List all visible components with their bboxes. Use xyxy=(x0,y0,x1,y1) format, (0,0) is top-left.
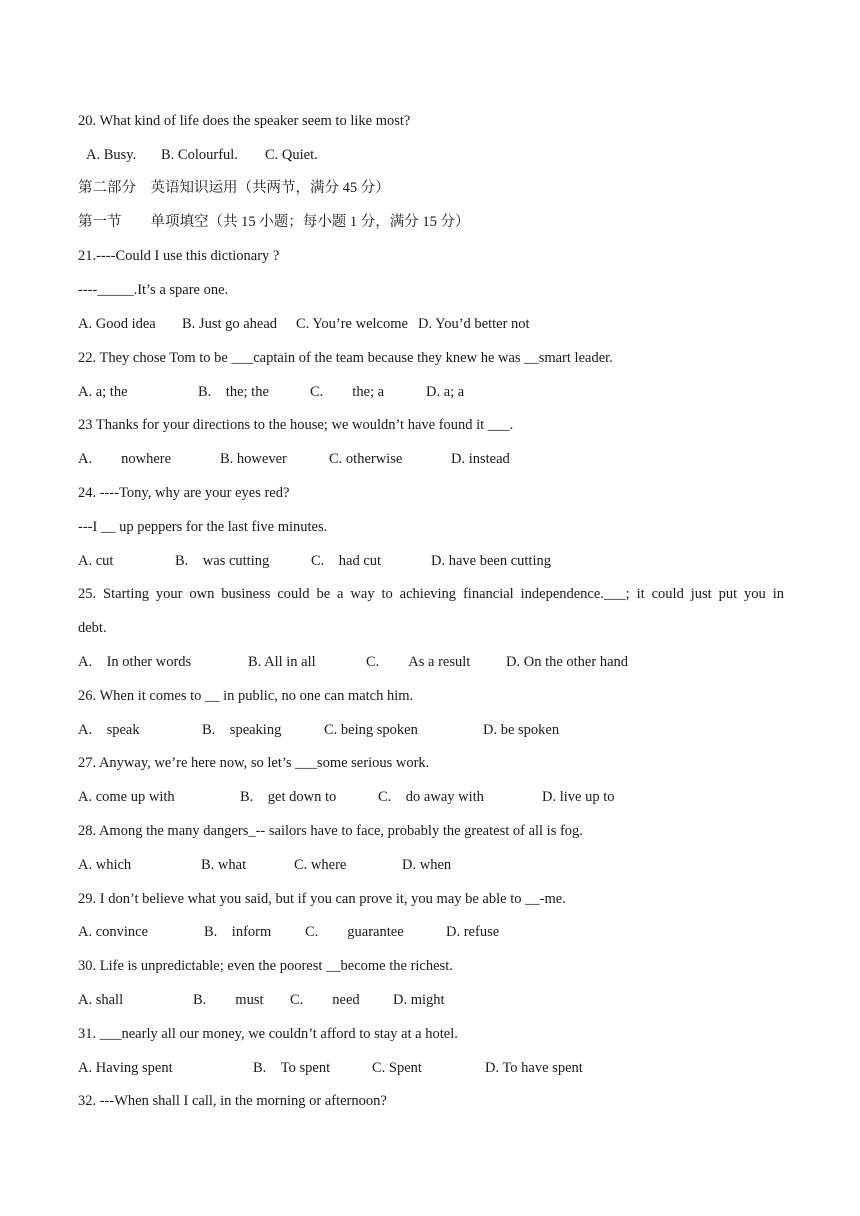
option-b: B. Just go ahead xyxy=(182,316,278,332)
question-21-reply: ----_____.It’s a spare one. xyxy=(78,282,229,298)
option-b: B. inform xyxy=(204,924,272,940)
option-c: C. Spent xyxy=(372,1060,422,1076)
question-22: 22. They chose Tom to be ___captain of the team because they knew he was __smart leader. xyxy=(78,350,613,366)
option-d: D. You’d better not xyxy=(418,316,530,332)
option-b: B. however xyxy=(220,451,287,467)
option-d: D. On the other hand xyxy=(506,654,629,670)
option-c: C. the; a xyxy=(310,384,385,400)
question-21: 21.----Could I use this dictionary ? xyxy=(78,248,280,264)
option-d: D. be spoken xyxy=(483,722,560,738)
option-c: C. had cut xyxy=(311,553,382,569)
question-31: 31. ___nearly all our money, we couldn’t afford to stay at a hotel. xyxy=(78,1026,458,1042)
option-d: D. live up to xyxy=(542,789,615,805)
option-d: D. a; a xyxy=(426,384,465,400)
option-b: B. All in all xyxy=(248,654,316,670)
question-27: 27. Anyway, we’re here now, so let’s ___some serious work. xyxy=(78,755,430,771)
question-20: 20. What kind of life does the speaker seem to like most? xyxy=(78,113,411,129)
section-heading: 第一节 单项填空（共 15 小题；每小题 1 分，满分 15 分） xyxy=(78,214,470,230)
option-d: D. when xyxy=(402,857,452,873)
option-c: C. As a result xyxy=(366,654,471,670)
option-a: A. cut xyxy=(78,553,114,569)
option-d: D. To have spent xyxy=(485,1060,583,1076)
option-b: B. must xyxy=(193,992,264,1008)
option-d: D. might xyxy=(393,992,445,1008)
question-24-reply: ---I __ up peppers for the last five minutes. xyxy=(78,519,328,535)
option-b: B. was cutting xyxy=(175,553,270,569)
question-24: 24. ----Tony, why are your eyes red? xyxy=(78,485,290,501)
question-26: 26. When it comes to __ in public, no one can match him. xyxy=(78,688,414,704)
question-32: 32. ---When shall I call, in the morning or afternoon? xyxy=(78,1093,387,1109)
option-c: C. being spoken xyxy=(324,722,418,738)
option-c: C. guarantee xyxy=(305,924,404,940)
option-b: B. the; the xyxy=(198,384,269,400)
question-25-continued: debt. xyxy=(78,620,107,636)
option-c: C. where xyxy=(294,857,347,873)
part-heading: 第二部分 英语知识运用（共两节，满分 45 分） xyxy=(78,180,390,196)
question-29: 29. I don’t believe what you said, but if you can prove it, you may be able to __-me. xyxy=(78,891,566,907)
option-a: A. which xyxy=(78,857,132,873)
option-c: C. do away with xyxy=(378,789,484,805)
option-a: A. nowhere xyxy=(78,451,172,467)
question-28: 28. Among the many dangers_-- sailors have to face, probably the greatest of all is fog. xyxy=(78,823,583,839)
question-23: 23 Thanks for your directions to the house; we wouldn’t have found it ___. xyxy=(78,417,514,433)
option-c: C. You’re welcome xyxy=(296,316,408,332)
option-c: C. otherwise xyxy=(329,451,403,467)
option-a: A. convince xyxy=(78,924,149,940)
option-a: A. In other words xyxy=(78,654,192,670)
option-a: A. speak xyxy=(78,722,140,738)
option-c: C. Quiet. xyxy=(265,147,318,163)
option-c: C. need xyxy=(290,992,360,1008)
option-d: D. instead xyxy=(451,451,510,467)
option-b: B. speaking xyxy=(202,722,282,738)
option-a: A. come up with xyxy=(78,789,175,805)
option-b: B. what xyxy=(201,857,247,873)
option-a: A. shall xyxy=(78,992,124,1008)
option-a: A. Having spent xyxy=(78,1060,173,1076)
question-30: 30. Life is unpredictable; even the poorest __become the richest. xyxy=(78,958,453,974)
option-a: A. a; the xyxy=(78,384,128,400)
option-d: D. refuse xyxy=(446,924,500,940)
option-b: B. To spent xyxy=(253,1060,331,1076)
option-a: A. Busy. xyxy=(86,147,137,163)
option-d: D. have been cutting xyxy=(431,553,551,569)
option-a: A. Good idea xyxy=(78,316,156,332)
option-b: B. get down to xyxy=(240,789,337,805)
question-25: 25. Starting your own business could be a way to achieving financial independence.___; it could just put you in xyxy=(78,586,784,602)
option-b: B. Colourful. xyxy=(161,147,238,163)
